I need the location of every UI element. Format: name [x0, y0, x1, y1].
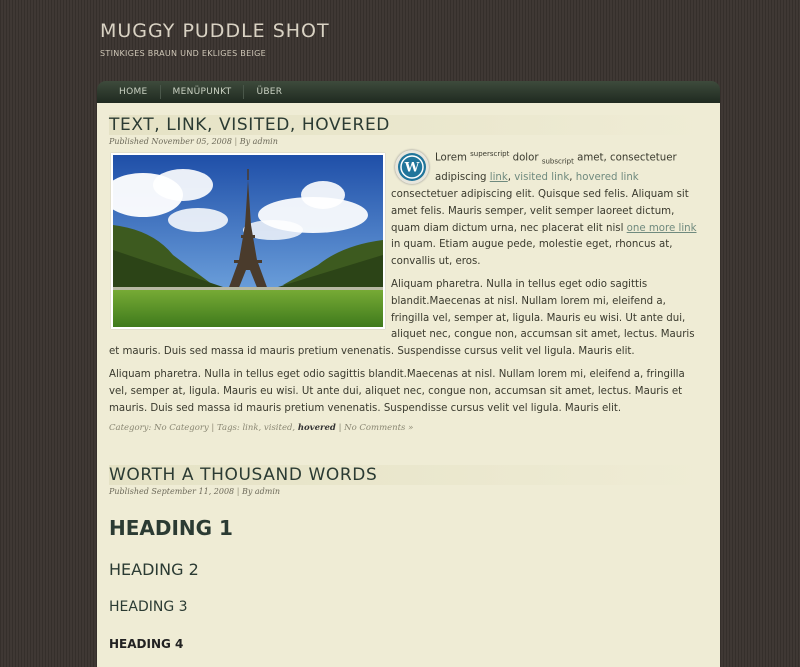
paragraph-3: Aliquam pharetra. Nulla in tellus eget odio sagittis blandit.Maecenas at nisl. Nullam lorem mi, eleifend a, fringilla vel, semper at, ligula. Mauris eu wisi. Ut ante dui, aliquet nec, congue non, accumsan sit amet, lectus. Mauris et mauris. Duis sed massa id mauris pretium venenatis. Suspendisse cursus velit vel ligula. Mauris elit. [109, 368, 685, 414]
link-visited[interactable]: visited link [514, 172, 570, 184]
comments-link[interactable]: No Comments » [344, 423, 414, 434]
superscript-text: superscript [470, 150, 510, 158]
post-author: By admin [241, 487, 281, 496]
site-tagline: STINKIGES BRAUN UND EKLIGES BEIGE [100, 49, 266, 58]
comma: , [569, 172, 573, 184]
heading-2: HEADING 2 [109, 560, 199, 579]
text-p1-part1: amet, consectetuer adipiscing [435, 152, 677, 184]
heading-4: HEADING 4 [109, 637, 184, 651]
link-hovered[interactable]: hovered link [575, 172, 639, 184]
tag-hovered[interactable]: hovered [297, 423, 336, 434]
post-text-link [109, 115, 703, 433]
post-date: Published November 05, 2008 [109, 137, 232, 146]
post-date: Published September 11, 2008 [109, 487, 235, 496]
post-footer [109, 423, 703, 433]
footer-separator: | [338, 423, 342, 434]
heading-1: HEADING 1 [109, 516, 233, 540]
post-meta [109, 487, 703, 496]
post-title[interactable]: TEXT, LINK, VISITED, HOVERED [109, 115, 703, 135]
subscript-text: subscript [541, 157, 574, 166]
tag-comma: , [258, 423, 262, 434]
site-header [100, 20, 720, 58]
tag-visited[interactable]: visited [263, 423, 293, 434]
text-dolor: dolor [512, 152, 539, 164]
svg-text:W: W [404, 160, 420, 176]
eiffel-tower-photo[interactable] [111, 153, 385, 329]
tag-comma: , [292, 423, 296, 434]
link-normal[interactable]: link [489, 172, 508, 184]
post-thousand-words [109, 465, 703, 651]
meta-separator: | [234, 137, 238, 146]
comma: , [507, 172, 512, 184]
footer-separator: | [211, 423, 215, 434]
content-area [97, 103, 720, 667]
site-title[interactable]: MUGGY PUDDLE SHOT [100, 20, 330, 42]
nav-item-home[interactable]: HOME [97, 85, 161, 99]
link-one-more[interactable]: one more link [626, 222, 697, 234]
tag-link[interactable]: link [242, 423, 259, 434]
paragraph-2: Aliquam pharetra. Nulla in tellus eget odio sagittis blandit.Maecenas at nisl. Nullam lorem mi, eleifend a, fringilla vel, semper at, ligula. Mauris eu wisi. Ut ante dui, aliquet nec, congue non, accumsan sit amet, lectus. Mauris et mauris. Duis sed massa id mauris pretium venenatis. Suspendisse cursus velit vel ligula. Mauris elit. [109, 279, 695, 358]
post-title[interactable]: WORTH A THOUSAND WORDS [109, 465, 703, 485]
post-meta [109, 137, 703, 146]
post-author: By admin [239, 137, 278, 146]
post-category[interactable]: Category: No Category [109, 423, 209, 434]
wordpress-logo-svg [397, 152, 427, 182]
nav-item-menupunkt[interactable]: MENÜPUNKT [161, 85, 245, 99]
meta-separator: | [236, 487, 240, 496]
tags-label: Tags: [217, 423, 240, 434]
nav-item-ueber[interactable]: ÜBER [256, 87, 283, 97]
heading-3: HEADING 3 [109, 599, 188, 615]
post-body [109, 146, 703, 417]
wordpress-logo-icon[interactable] [395, 150, 429, 184]
main-navigation [97, 81, 720, 103]
text-p1-part3: in quam. Etiam augue pede, molestie eget, rhoncus at, convallis ut, eros. [391, 239, 673, 268]
text-p1-part2: consectetuer adipiscing elit. Quisque sed felis. Aliquam sit amet felis. Mauris semper, velit semper laoreet dictum, quam diam dictum urna, nec placerat elit nisl [391, 189, 689, 234]
text-lorem: Lorem [435, 152, 467, 164]
eiffel-tower-image [113, 155, 383, 327]
